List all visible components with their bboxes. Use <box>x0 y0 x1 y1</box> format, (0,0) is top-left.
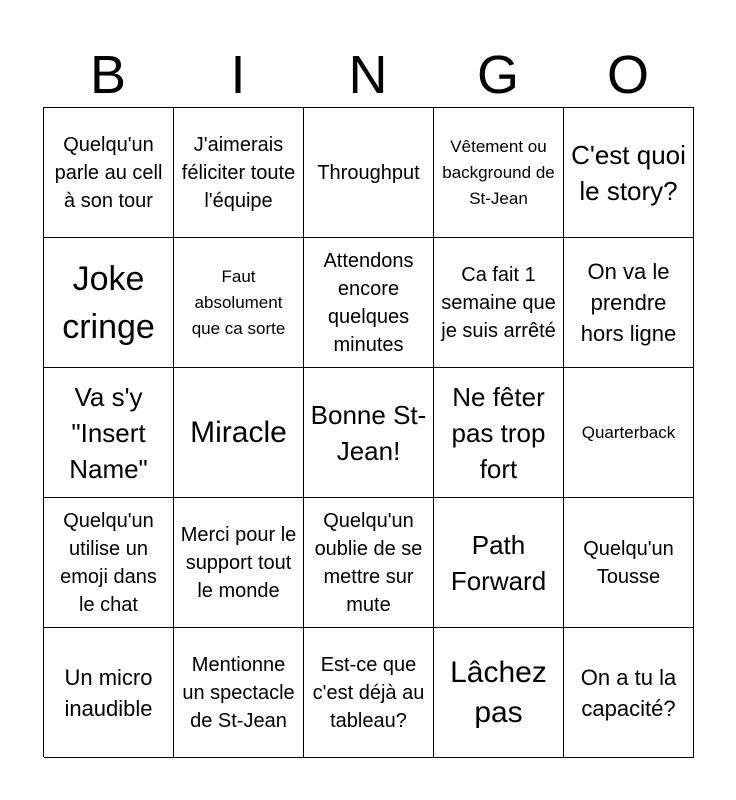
header-letter-i: I <box>230 45 246 105</box>
cell-text: Quelqu'un Tousse <box>583 537 674 588</box>
bingo-cell[interactable] <box>44 498 174 628</box>
bingo-cell[interactable] <box>564 498 694 628</box>
cell-text: Ne fêter pas trop fort <box>451 381 546 484</box>
cell-text: On va le prendre hors ligne <box>580 259 677 346</box>
bingo-cell[interactable] <box>44 238 174 368</box>
cell-text: Throughput <box>317 161 420 184</box>
bingo-cell[interactable] <box>304 368 434 498</box>
bingo-cell[interactable] <box>304 108 434 238</box>
bingo-cell[interactable] <box>434 368 564 498</box>
header-letter-o: O <box>606 45 649 105</box>
bingo-board <box>43 107 694 757</box>
cell-text: Lâchez pas <box>450 655 547 729</box>
cell-text: Un micro inaudible <box>64 664 153 721</box>
cell-text: Mentionne un spectacle de St-Jean <box>182 653 295 732</box>
cell-text: Ca fait 1 semaine que je suis arrêté <box>441 263 556 342</box>
bingo-cell[interactable] <box>44 628 174 758</box>
cell-text: Merci pour le support tout le monde <box>180 523 297 602</box>
bingo-cell[interactable] <box>174 238 304 368</box>
cell-text: Bonne St-Jean! <box>310 399 427 466</box>
cell-text: Quelqu'un oublie de se mettre sur mute <box>314 509 423 616</box>
bingo-cell[interactable] <box>434 108 564 238</box>
cell-text: Vêtement ou background de St-Jean <box>442 136 555 208</box>
cell-text: Quelqu'un parle au cell à son tour <box>54 133 163 212</box>
bingo-header <box>43 42 693 108</box>
cell-text: Quelqu'un utilise un emoji dans le chat <box>60 509 157 616</box>
cell-text: Path Forward <box>450 529 547 596</box>
bingo-cell[interactable] <box>564 368 694 498</box>
bingo-cell[interactable] <box>304 238 434 368</box>
bingo-cell[interactable] <box>174 108 304 238</box>
header-letter-n: N <box>348 45 388 105</box>
bingo-cell[interactable] <box>174 628 304 758</box>
cell-text: Attendons encore quelques minutes <box>323 249 414 356</box>
bingo-cell[interactable] <box>44 108 174 238</box>
bingo-cell[interactable] <box>434 498 564 628</box>
bingo-cell[interactable] <box>564 108 694 238</box>
header-letter-b: B <box>89 45 127 105</box>
cell-text: On a tu la capacité? <box>580 664 677 721</box>
cell-text: Est-ce que c'est déjà au tableau? <box>312 653 425 732</box>
bingo-cell[interactable] <box>44 368 174 498</box>
bingo-cell[interactable] <box>434 238 564 368</box>
bingo-cell[interactable] <box>304 498 434 628</box>
cell-text: Quarterback <box>581 422 676 442</box>
header-letter-g: G <box>476 45 519 105</box>
cell-text: Miracle <box>190 415 287 449</box>
cell-text: Va s'y "Insert Name" <box>69 381 148 484</box>
bingo-cell[interactable] <box>564 628 694 758</box>
cell-text: Faut absolument que ca sorte <box>191 266 286 338</box>
cell-text: C'est quoi le story? <box>571 139 686 206</box>
cell-text: J'aimerais féliciter toute l'équipe <box>181 133 296 212</box>
bingo-cell[interactable] <box>434 628 564 758</box>
bingo-cell[interactable] <box>174 498 304 628</box>
bingo-cell[interactable] <box>174 368 304 498</box>
cell-text: Joke cringe <box>62 259 155 346</box>
bingo-cell[interactable] <box>304 628 434 758</box>
bingo-cell[interactable] <box>564 238 694 368</box>
